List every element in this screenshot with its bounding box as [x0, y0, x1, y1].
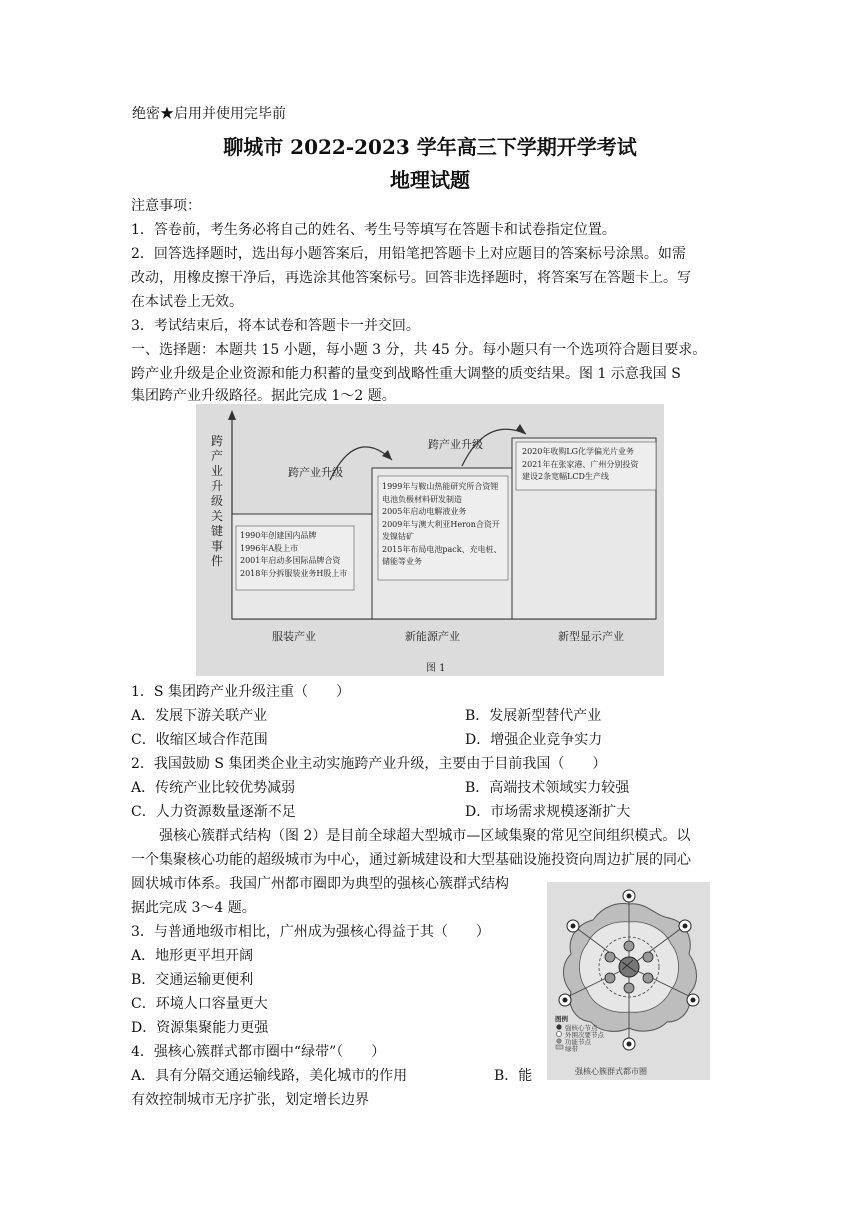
legend-item-secondary-node: 外围次要节点 [565, 1031, 604, 1039]
stage-label-display: 新型显示产业 [558, 630, 624, 643]
q4-option-b-continued: 有效控制城市无序扩张，划定增长边界 [131, 1092, 369, 1108]
q1-option-d: D．增强企业竞争实力 [465, 732, 603, 748]
passage-line: 强核心簇群式结构（图 2）是目前全球超大型城市—区域集聚的常见空间组织模式。以 [159, 828, 691, 844]
stage-1-events: 1990年创建国内品牌 1996年A股上市 2001年启动多国际品牌合资 2018年分拆服装业务H股上市 [240, 531, 348, 578]
question-3-stem: 3．与普通地级市相比，广州成为强核心得益于其（ ） [131, 924, 490, 940]
stage-label-new-energy: 新能源产业 [405, 630, 460, 643]
question-4-stem: 4．强核心簇群式都市圈中“绿带”（ ） [131, 1044, 386, 1060]
legend-item-core-node: 强核心节点 [565, 1024, 598, 1032]
q1-option-b: B．发展新型替代产业 [465, 708, 602, 724]
upgrade-label-2: 跨产业升级 [428, 438, 483, 451]
intro-line: 集团跨产业升级路径。据此完成 1～2 题。 [131, 388, 396, 404]
stage-2-events: 1999年与鞍山热能研究所合资锂 电池负极材料研发制造 2005年启动电解液业务 2009年与澳大利亚Heron合资开 发镍钴矿 2015年布局电池pack、充电桩、 储能等业务 [382, 482, 502, 566]
q2-option-b: B．高端技术领域实力较强 [465, 780, 630, 796]
secret-label: 绝密★启用并使用完毕前 [132, 106, 286, 122]
q1-option-c: C．收缩区域合作范围 [131, 732, 268, 748]
figure-2-legend-title: 图例 [555, 1015, 568, 1023]
legend-item-function-node: 功能节点 [565, 1038, 591, 1046]
figure-1-y-axis-label: 跨 产 业 升 级 关 键 事 件 [211, 434, 224, 568]
q3-option-d: D．资源集聚能力更强 [131, 1020, 269, 1036]
stage-label-apparel: 服装产业 [272, 630, 316, 643]
note-line: 在本试卷上无效。 [131, 294, 243, 310]
note-line: 2．回答选择题时，选出每小题答案后，用铅笔把答题卡上对应题目的答案标号涂黑。如需 [131, 246, 686, 262]
q4-option-a: A．具有分隔交通运输线路，美化城市的作用 [131, 1068, 408, 1084]
note-line: 改动，用橡皮擦干净后，再选涂其他答案标号。回答非选择题时，将答案写在答题卡上。写 [131, 270, 691, 286]
figure-2-caption: 强核心簇群式都市圈 [575, 1067, 647, 1076]
q3-option-c: C．环境人口容量更大 [131, 996, 268, 1012]
q2-option-c: C．人力资源数量逐渐不足 [131, 804, 296, 820]
intro-line: 跨产业升级是企业资源和能力积蓄的量变到战略性重大调整的质变结果。图 1 示意我国 S [131, 366, 681, 382]
exam-subtitle: 地理试题 [390, 168, 470, 192]
q3-option-b: B．交通运输更便利 [131, 972, 254, 988]
q3-option-a: A．地形更平坦开阔 [131, 948, 254, 964]
figure-1-caption: 图 1 [426, 663, 446, 674]
stage-3-events: 2020年收购LG化学偏光片业务 2021年在张家港、广州分别投资 建设2条宽幅LCD生产线 [522, 447, 639, 481]
passage-line: 圆状城市体系。我国广州都市圈即为典型的强核心簇群式结构 [131, 876, 509, 892]
q4-option-b-start: B．能 [494, 1068, 533, 1084]
figure-1 [196, 404, 664, 676]
question-1-stem: 1．S 集团跨产业升级注重（ ） [131, 684, 350, 700]
upgrade-label-1: 跨产业升级 [288, 466, 343, 479]
section-heading: 一、选择题：本题共 15 小题，每小题 3 分，共 45 分。每小题只有一个选项符合题目要求。 [131, 342, 707, 358]
q2-option-a: A．传统产业比较优势减弱 [131, 780, 296, 796]
exam-title: 聊城市 2022-2023 学年高三下学期开学考试 [223, 135, 637, 159]
note-line: 3．考试结束后，将本试卷和答题卡一并交回。 [131, 318, 420, 334]
question-2-stem: 2．我国鼓励 S 集团类企业主动实施跨产业升级，主要由于目前我国（ ） [131, 756, 607, 772]
passage-line: 一个集聚核心功能的超级城市为中心，通过新城建设和大型基础设施投资向周边扩展的同心 [131, 852, 691, 868]
q1-option-a: A．发展下游关联产业 [131, 708, 268, 724]
q2-option-d: D．市场需求规模逐渐扩大 [465, 804, 631, 820]
note-line: 1．答卷前，考生务必将自己的姓名、考生号等填写在答题卡和试卷指定位置。 [131, 222, 616, 238]
passage-line: 据此完成 3～4 题。 [131, 900, 256, 916]
figure-2 [547, 882, 710, 1080]
notes-heading: 注意事项： [131, 198, 201, 214]
legend-item-green-belt: 绿带 [565, 1045, 578, 1053]
